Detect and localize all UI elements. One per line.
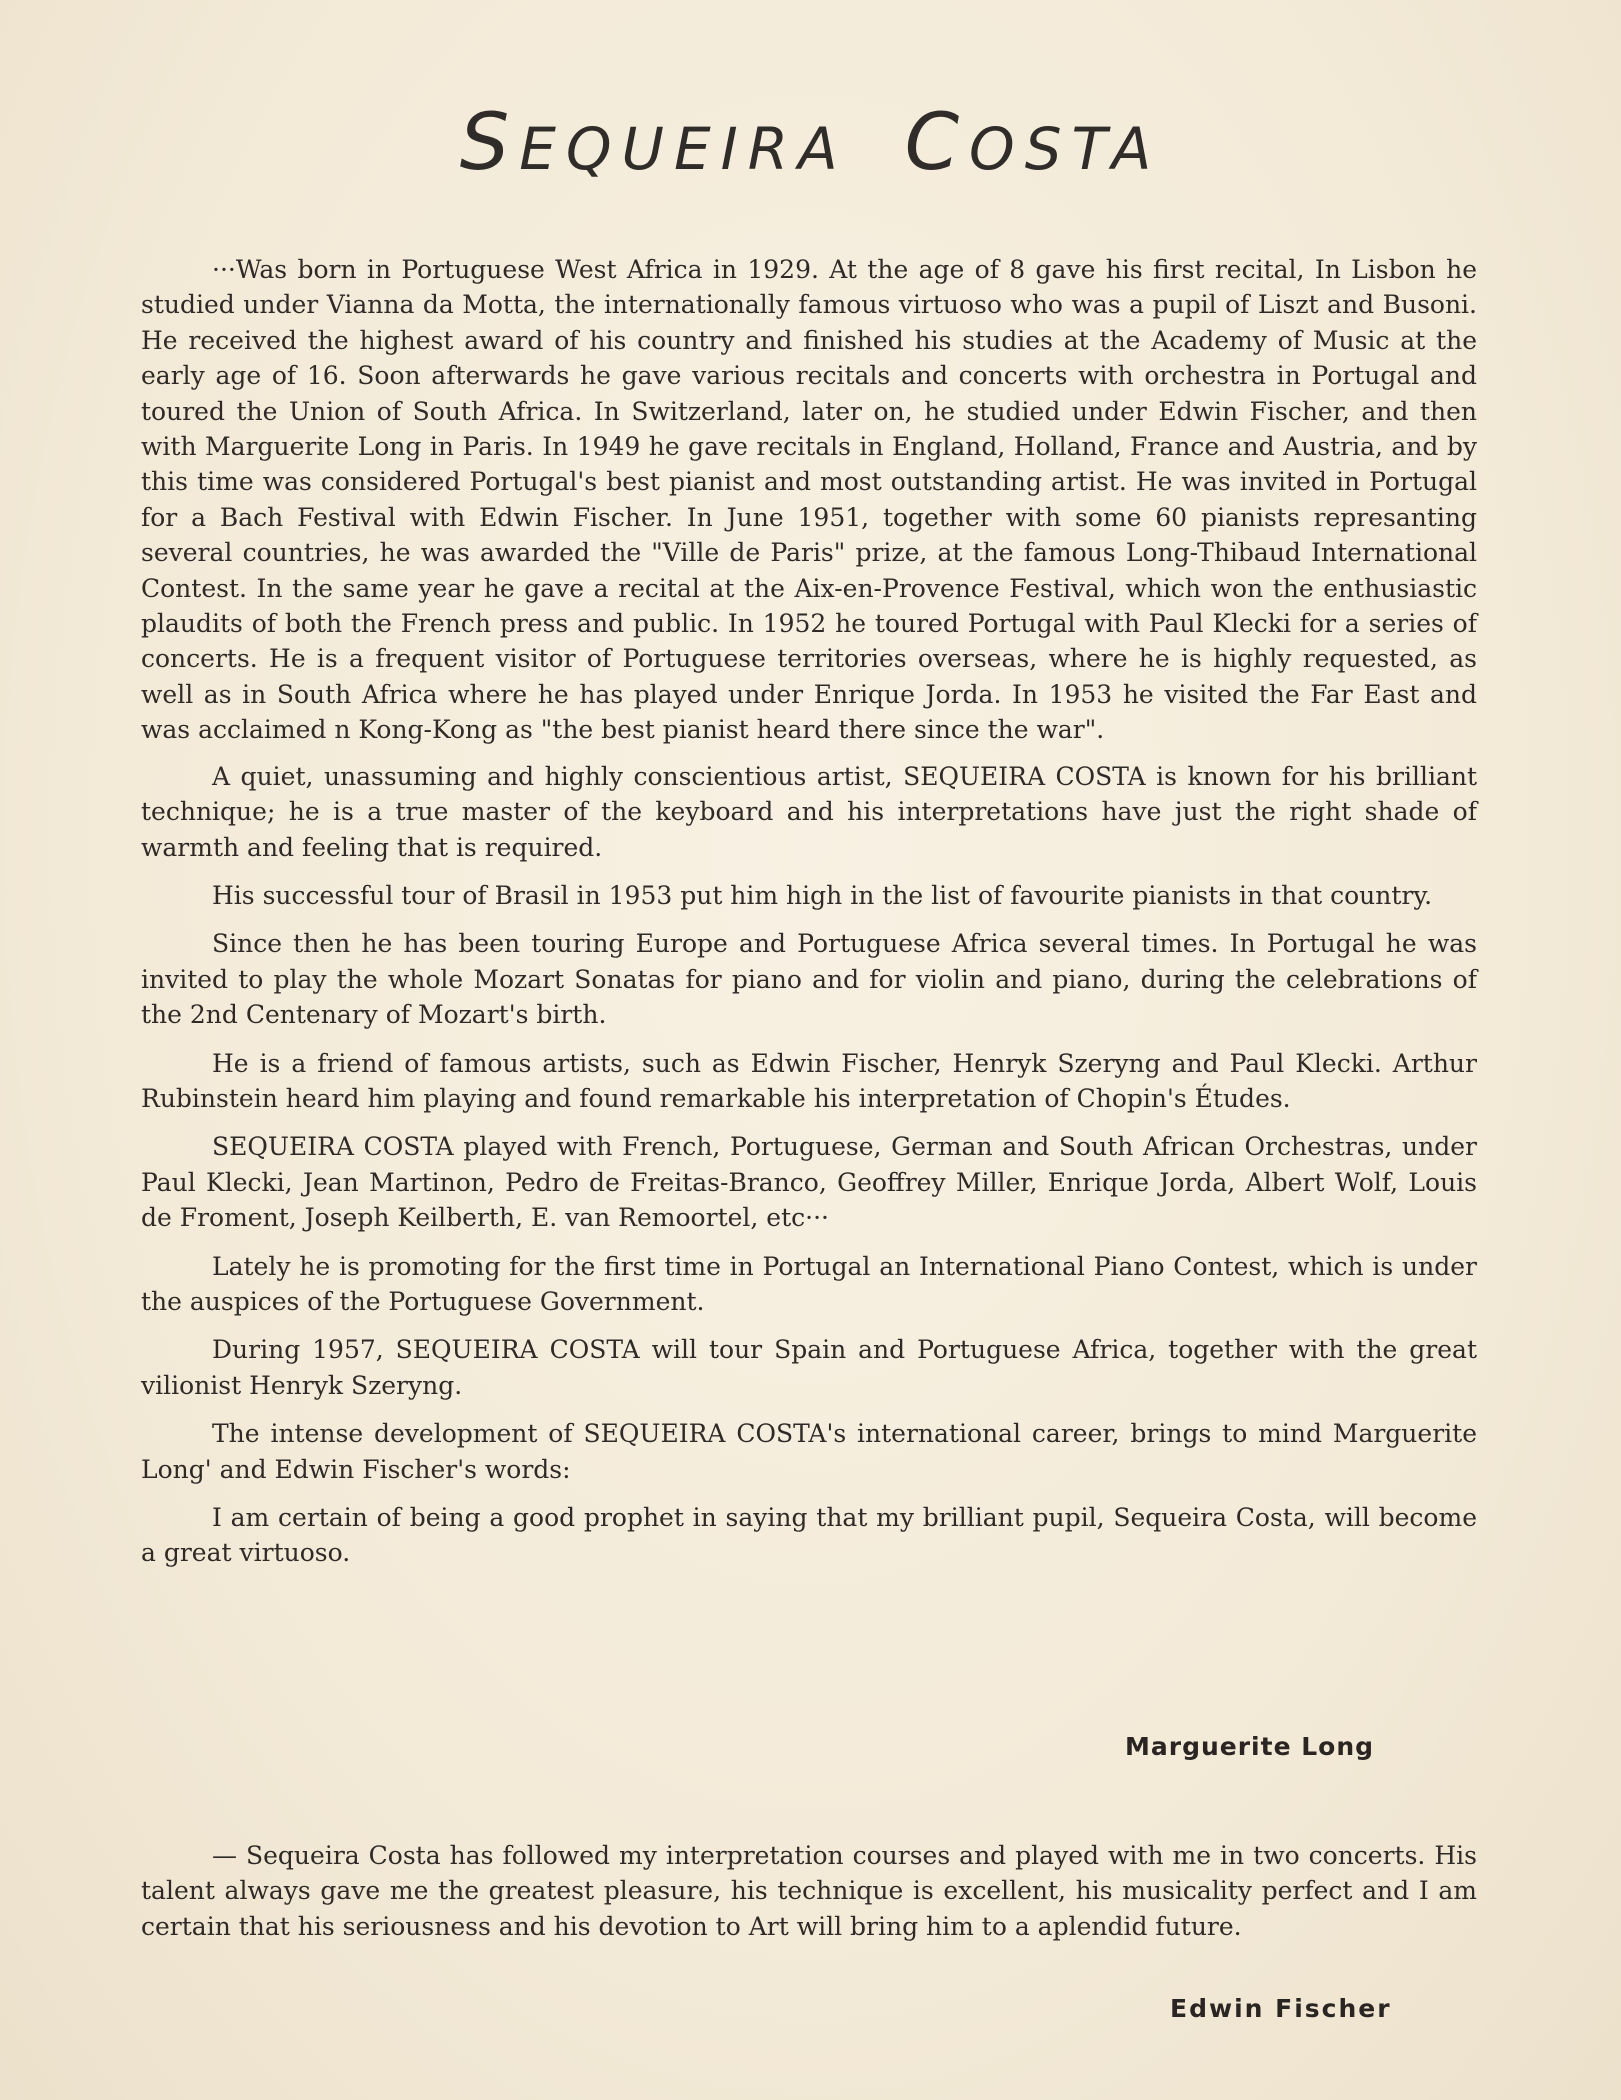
paragraph-europe-tours: Since then he has been touring Europe and Portuguese Africa several times. In Portugal he was invited to play the whole Mozart Sonatas for piano and for violin and piano, during the celebrations of the 2nd Centenary of Mozart's birth. bbox=[141, 929, 1477, 1030]
paragraph-piano-contest: Lately he is promoting for the first time in Portugal an International Piano Contest, which is under the auspices of the Portuguese Government. bbox=[141, 1251, 1477, 1316]
title-initial-c: C bbox=[904, 98, 970, 188]
quote-edwin-fischer-block bbox=[141, 1838, 1477, 1944]
paragraph-career-intro: The intense development of SEQUEIRA COSTA's international career, brings to mind Marguerite Long' and Edwin Fischer's words: bbox=[141, 1419, 1477, 1484]
paragraph-artist-character: A quiet, unassuming and highly conscientious artist, SEQUEIRA COSTA is known for his brilliant technique; he is a true master of the keyboard and his interpretations have just the right shade of warmth and feeling that is required. bbox=[141, 761, 1477, 862]
title-word-costa: OSTA bbox=[969, 115, 1162, 183]
quote-edwin-fischer: — Sequeira Costa has followed my interpretation courses and played with me in two concerts. His talent always gave me the greatest pleasure, his technique is excellent, his musicality perfect and I am certain that his seriousness and his devotion to Art will bring him to a aplendid future. bbox=[141, 1841, 1477, 1941]
paragraph-famous-friends: He is a friend of famous artists, such as Edwin Fischer, Henryk Szeryng and Paul Klecki. Arthur Rubinstein heard him playing and found remarkable his interpretation of Chopin's Études. bbox=[141, 1048, 1477, 1113]
title-initial-s: S bbox=[459, 98, 520, 188]
page-title bbox=[0, 98, 1621, 188]
paragraph-orchestras: SEQUEIRA COSTA played with French, Portuguese, German and South African Orchestras, under Paul Klecki, Jean Martinon, Pedro de Freitas-Branco, Geoffrey Miller, Enrique Jorda, Albert Wolf, Louis de Froment, Joseph Keilberth, E. van Remoortel, etc··· bbox=[141, 1132, 1477, 1233]
signature-marguerite-long: Marguerite Long bbox=[1125, 1732, 1375, 1761]
quote-marguerite-long: I am certain of being a good prophet in saying that my brilliant pupil, Sequeira Costa, will become a great virtuoso. bbox=[141, 1503, 1477, 1568]
biography-text bbox=[141, 252, 1477, 1584]
paragraph-biography-intro: ···Was born in Portuguese West Africa in 1929. At the age of 8 gave his first recital, In Lisbon he studied under Vianna da Motta, the internationally famous virtuoso who was a pupil of Liszt and Busoni. He received the highest award of his country and finished his studies at the Academy of Music at the early age of 16. Soon afterwards he gave various recitals and concerts with orchestra in Portugal and toured the Union of South Africa. In Switzerland, later on, he studied under Edwin Fischer, and then with Marguerite Long in Paris. In 1949 he gave recitals in England, Holland, France and Austria, and by this time was considered Portugal's best pianist and most outstanding artist. He was invited in Portugal for a Bach Festival with Edwin Fischer. In June 1951, together with some 60 pianists represanting several countries, he was awarded the "Ville de Paris" prize, at the famous Long-Thibaud International Contest. In the same year he gave a recital at the Aix-en-Provence Festival, which won the enthusiastic plaudits of both the French press and public. In 1952 he toured Portugal with Paul Klecki for a series of concerts. He is a frequent visitor of Portuguese territories overseas, where he is highly requested, as well as in South Africa where he has played under Enrique Jorda. In 1953 he visited the Far East and was acclaimed n Kong-Kong as "the best pianist heard there since the war". bbox=[141, 255, 1477, 745]
paragraph-brasil-tour: His successful tour of Brasil in 1953 put him high in the list of favourite pianists in that country. bbox=[212, 880, 1433, 910]
title-word-sequeira: EQUEIRA bbox=[519, 115, 848, 183]
signature-edwin-fischer: Edwin Fischer bbox=[1170, 1994, 1392, 2023]
paragraph-1957-tour: During 1957, SEQUEIRA COSTA will tour Spain and Portuguese Africa, together with the great vilionist Henryk Szeryng. bbox=[141, 1335, 1477, 1400]
